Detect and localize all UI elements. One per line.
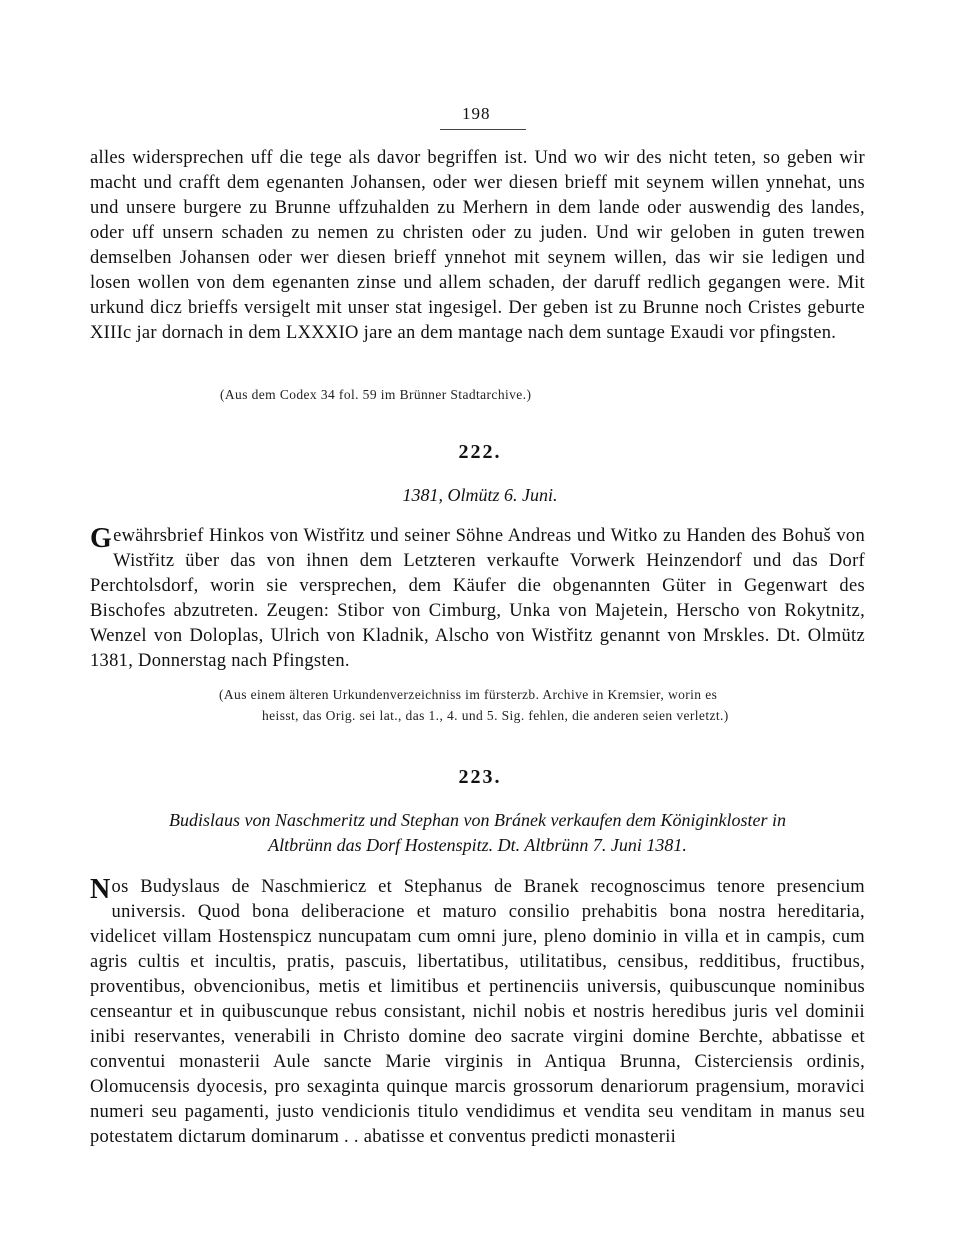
document-222-regest: [90, 524, 865, 674]
document-222-paragraph: [90, 524, 865, 674]
document-223-initial: N: [90, 874, 111, 905]
document-223-number: 223.: [458, 766, 502, 788]
document-223-summary-line-2: Altbrünn das Dorf Hostenspitz. Dt. Altbrünn 7. Juni 1381.: [268, 835, 687, 855]
document-223-summary: [90, 808, 865, 858]
document-223-charter: [90, 875, 865, 1150]
page-number: 198: [462, 104, 491, 123]
document-223-summary-line-1: Budislaus von Naschmeritz und Stephan von Bránek verkaufen dem Königinkloster in: [169, 810, 786, 830]
document-222-text: ewährsbrief Hinkos von Wistřitz und seiner Söhne Andreas und Witko zu Handen des Bohuš von Wistřitz über das von ihnen dem Letzteren verkaufte Vorwerk Heinzendorf und das Dorf Perchtolsdorf, worin sie versprechen, dem Käufer die obgenannten Güter in Gegenwart des Bischofes abzutreten. Zeugen: Stibor von Cimburg, Unka von Majetein, Herscho von Rokytnitz, Wenzel von Doloplas, Ulrich von Kladnik, Alscho von Wistřitz genannt von Mrskles. Dt. Olmütz 1381, Donnerstag nach Pfingsten.: [90, 526, 865, 671]
continued-source-note: (Aus dem Codex 34 fol. 59 im Brünner Stadtarchive.): [220, 387, 532, 402]
continued-charter-text: [90, 146, 865, 346]
document-222-source-line-2: heisst, das Orig. sei lat., das 1., 4. und 5. Sig. fehlen, die anderen seien verletzt.): [262, 708, 729, 723]
document-222-initial: G: [90, 523, 113, 554]
continued-paragraph: alles widersprechen uff die tege als davor begriffen ist. Und wo wir des nicht teten, so geben wir macht und crafft dem egenanten Johansen, oder wer diesen brieff mit seynem willen ynnehat, uns und unsere burgere zu Brunne uffzuhalden zu Merhern in dem lande oder auswendig des landes, oder uff unsern schaden zu nemen zu christen oder zu juden. Und wir geloben in guten trewen demselben Johansen oder wer diesen brieff ynnehot mit seynem willen, das wir sie ledigen und losen wollen von dem egenanten zinse und allem schaden, der daruff redlich gegangen were. Mit urkund dicz brieffs versigelt mit unser stat ingesigel. Der geben ist zu Brunne noch Cristes geburte XIIIc jar dornach in dem LXXXIO jare an dem mantage nach dem suntage Exaudi vor pfingsten.: [90, 148, 865, 343]
document-222-source-line-1: (Aus einem älteren Urkundenverzeichniss im fürsterzb. Archive in Kremsier, worin es: [219, 687, 718, 702]
document-222-dateline: 1381, Olmütz 6. Juni.: [402, 485, 558, 505]
document-223-paragraph: [90, 875, 865, 1150]
document-223-text: os Budyslaus de Naschmiericz et Stephanus de Branek recognoscimus tenore presencium universis. Quod bona deliberacione et maturo consilio prehabitis bona nostra hereditaria, videlicet villam Hostenspicz nuncupatam cum omni jure, pleno dominio in villa et in campis, cum agris cultis et incultis, pratis, pascuis, libertatibus, utilitatibus, censibus, redditibus, fructibus, proventibus, obvencionibus, metis et limitibus et pertinenciis universis, quibuscunque nominibus censeantur et in quibuscunque rebus consistant, nichil nobis et nostris heredibus juris vel dominii inibi reservantes, venerabili in Christo domine deo sacrate virgini domine Berchte, abbatisse et conventui monasterii Aule sancte Marie virginis in Antiqua Brunna, Cisterciensis ordinis, Olomucensis dyocesis, pro sexaginta quinque marcis grossorum denariorum pragensium, moravici numeri seu pagamenti, justo vendicionis titulo vendidimus et vendita seu venditam in manus seu potestatem dictarum dominarum . . abatisse et conventus predicti monasterii: [90, 877, 865, 1147]
document-222-number: 222.: [458, 441, 502, 463]
page-number-rule: [440, 129, 526, 130]
